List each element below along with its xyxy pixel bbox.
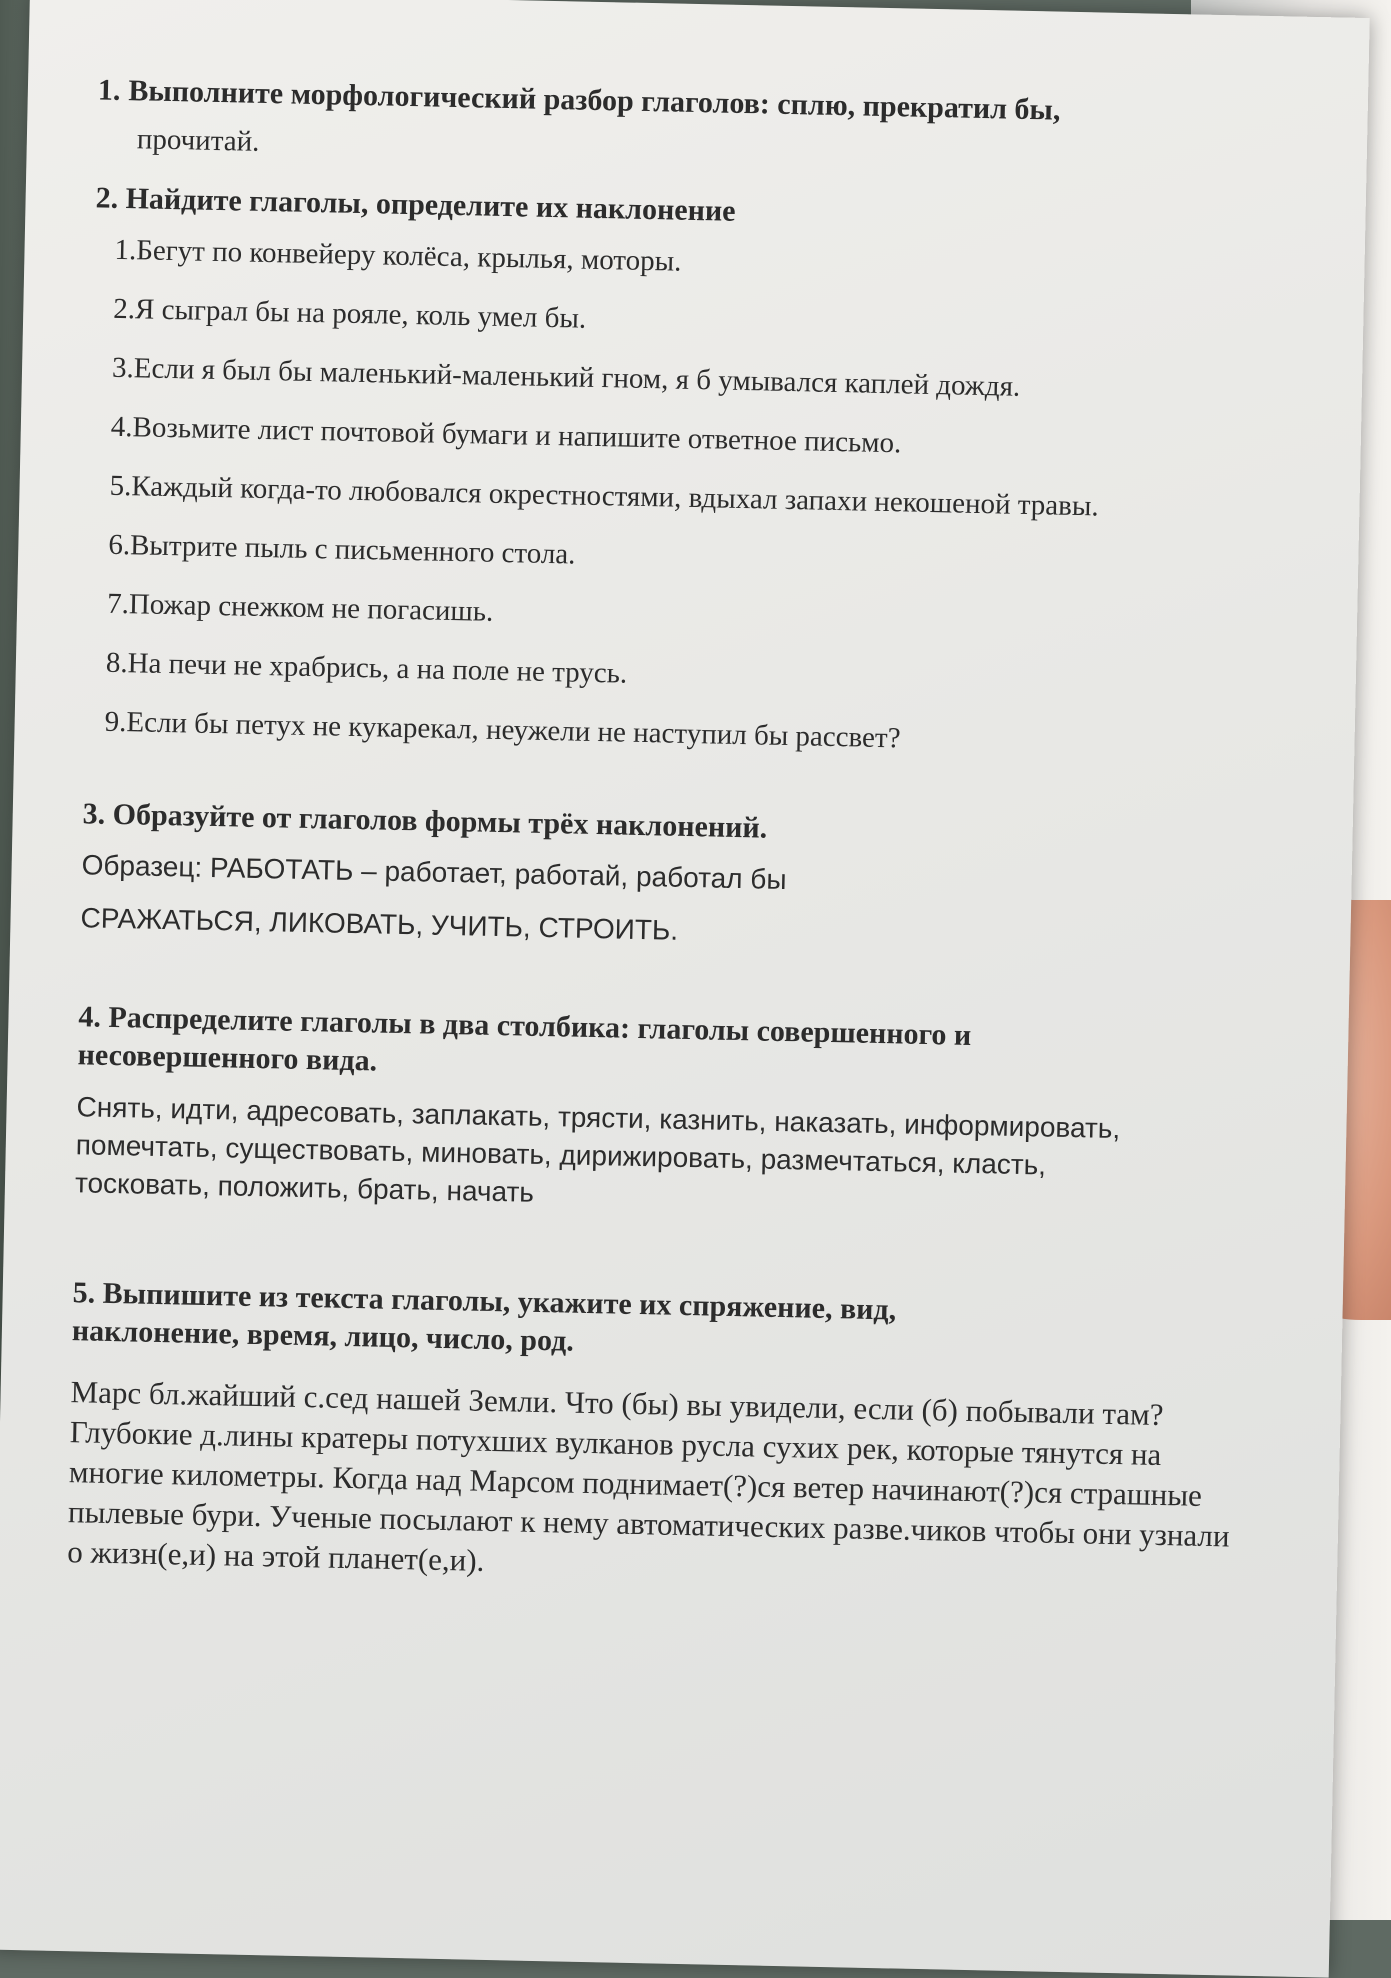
- task-2-title: 2. Найдите глаголы, определите их наклонение: [95, 181, 736, 228]
- task-2-sentence: 9.Если бы петух не кукарекал, неужели не наступил бы рассвет?: [104, 705, 901, 755]
- task-3: [80, 795, 1253, 960]
- worksheet-content: [67, 71, 1268, 1596]
- task-1: [97, 71, 1269, 179]
- task-1-number: 1.: [97, 73, 121, 107]
- task-2-sentence: 4.Возьмите лист почтовой бумаги и напишите ответное письмо.: [110, 410, 902, 460]
- task-4-verb-list: Снять, идти, адресовать, заплакать, трясти, казнить, наказать, информировать, помечтать, существовать, миновать, дирижировать, размечтаться, класть, тосковать, положить, брать, начать: [74, 1091, 1121, 1208]
- task-2-sentence: 2.Я сыграл бы на рояле, коль умел бы.: [113, 292, 587, 335]
- task-2-sentence: 5.Каждый когда-то любовался окрестностями, вдыхал запахи некошеной травы.: [109, 469, 1099, 523]
- task-3-sample: Образец: РАБОТАТЬ – работает, работай, работал бы: [81, 849, 787, 896]
- task-3-words: СРАЖАТЬСЯ, ЛИКОВАТЬ, УЧИТЬ, СТРОИТЬ.: [80, 902, 679, 946]
- task-4: [75, 998, 1249, 1226]
- task-2-sentence: 7.Пожар снежком не погасишь.: [106, 587, 494, 628]
- task-2-sentence: 8.На печи не храбрись, а на поле не трусь.: [105, 646, 628, 690]
- task-3-body: [80, 847, 1252, 960]
- task-4-title: 4. Распределите глаголы в два столбика: глаголы совершенного и несовершенного вида.: [77, 1000, 972, 1078]
- task-2-sentence: 1.Бегут по конвейеру колёса, крылья, моторы.: [114, 233, 682, 278]
- task-5: [67, 1274, 1243, 1596]
- task-3-title: 3. Образуйте от глаголов формы трёх наклонений.: [82, 797, 768, 845]
- task-1-title-continued: прочитай.: [136, 123, 260, 158]
- task-1-title-text: Выполните морфологический разбор глаголов: сплю, прекратил бы,: [128, 74, 1061, 127]
- task-2-sentence: 6.Вытрите пыль с письменного стола.: [108, 528, 576, 571]
- task-2: [84, 179, 1265, 763]
- task-2-sentence-list: [104, 232, 1264, 764]
- task-5-title: 5. Выпишите из текста глаголы, укажите их спряжение, вид, наклонение, время, лицо, число, род.: [71, 1276, 897, 1358]
- task-5-text: Марс бл.жайший с.сед нашей Земли. Что (бы) вы увидели, если (б) побывали там? Глубокие д.лины кратеры потухших вулканов русла сухих рек, которые тянутся на многие километры. Когда над Марсом поднимает(?)ся ветер начинают(?)ся страшные пылевые бури. Ученые посылают к нему автоматических разве.чиков чтобы они узнали о жизн(е,и) на этой планет(е,и).: [66, 1374, 1230, 1578]
- task-2-sentence: 3.Если я был бы маленький-маленький гном, я б умывался каплей дождя.: [111, 351, 1021, 403]
